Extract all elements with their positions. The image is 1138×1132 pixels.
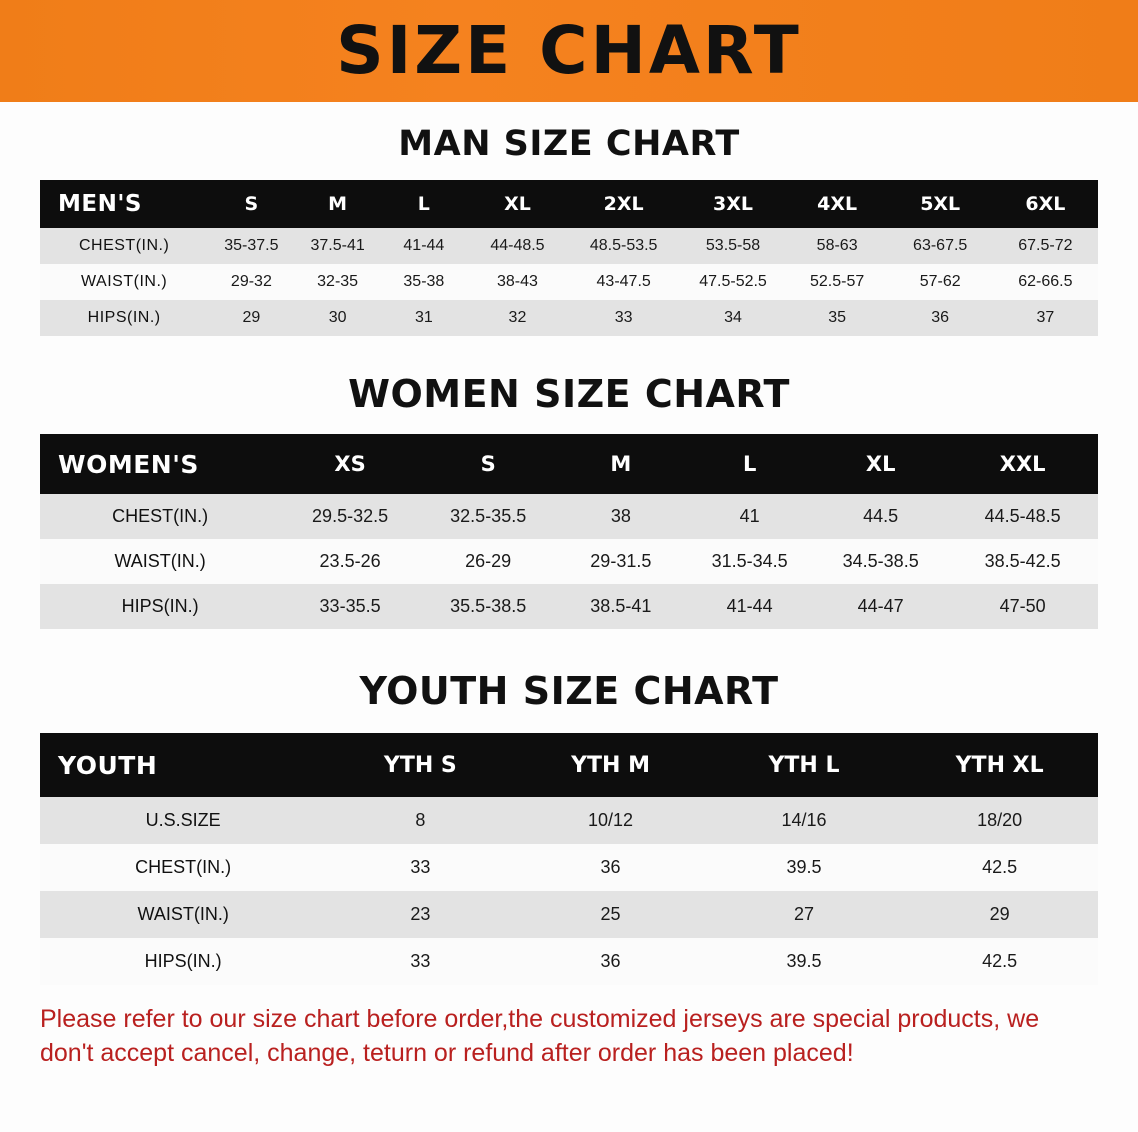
- man-cell: 33: [568, 300, 679, 336]
- man-table-header-row: [40, 180, 1098, 228]
- man-row-label: HIPS(IN.): [40, 300, 208, 336]
- page-title: SIZE CHART: [336, 12, 802, 89]
- youth-table-wrap: [40, 733, 1098, 985]
- man-header-cell: S: [208, 180, 294, 228]
- women-section-title: WOMEN SIZE CHART: [348, 372, 790, 416]
- man-cell: 57-62: [888, 264, 993, 300]
- youth-section-title: YOUTH SIZE CHART: [359, 669, 779, 713]
- youth-cell: 18/20: [901, 797, 1098, 844]
- women-cell: 38.5-41: [556, 584, 685, 629]
- women-cell: 41-44: [685, 584, 814, 629]
- man-cell: 31: [381, 300, 467, 336]
- women-header-cell: XXL: [947, 434, 1098, 494]
- youth-table-header-row: [40, 733, 1098, 797]
- women-cell: 23.5-26: [280, 539, 420, 584]
- women-header-cell: XS: [280, 434, 420, 494]
- women-header-cell: S: [420, 434, 556, 494]
- man-cell: 34: [679, 300, 786, 336]
- man-row-label: WAIST(IN.): [40, 264, 208, 300]
- women-row-label: CHEST(IN.): [40, 494, 280, 539]
- man-cell: 35: [787, 300, 888, 336]
- women-cell: 38.5-42.5: [947, 539, 1098, 584]
- man-size-table: [40, 180, 1098, 336]
- women-cell: 33-35.5: [280, 584, 420, 629]
- man-cell: 63-67.5: [888, 228, 993, 264]
- man-cell: 47.5-52.5: [679, 264, 786, 300]
- man-header-cell: 2XL: [568, 180, 679, 228]
- table-row: [40, 264, 1098, 300]
- women-cell: 44.5: [814, 494, 947, 539]
- man-cell: 29: [208, 300, 294, 336]
- women-cell: 29.5-32.5: [280, 494, 420, 539]
- women-row-label: WAIST(IN.): [40, 539, 280, 584]
- man-cell: 32: [467, 300, 568, 336]
- women-cell: 34.5-38.5: [814, 539, 947, 584]
- table-row: [40, 228, 1098, 264]
- women-cell: 31.5-34.5: [685, 539, 814, 584]
- women-cell: 41: [685, 494, 814, 539]
- youth-size-table: [40, 733, 1098, 985]
- table-row: [40, 300, 1098, 336]
- man-cell: 48.5-53.5: [568, 228, 679, 264]
- table-row: [40, 539, 1098, 584]
- table-row: [40, 797, 1098, 844]
- man-row-label: CHEST(IN.): [40, 228, 208, 264]
- youth-cell: 14/16: [707, 797, 902, 844]
- women-cell: 38: [556, 494, 685, 539]
- man-cell: 52.5-57: [787, 264, 888, 300]
- women-header-cell: WOMEN'S: [40, 434, 280, 494]
- man-header-cell: MEN'S: [40, 180, 208, 228]
- women-cell: 47-50: [947, 584, 1098, 629]
- youth-cell: 29: [901, 891, 1098, 938]
- table-row: [40, 584, 1098, 629]
- header-banner: [0, 0, 1138, 102]
- women-table-wrap: [40, 434, 1098, 629]
- women-cell: 35.5-38.5: [420, 584, 556, 629]
- man-header-cell: 5XL: [888, 180, 993, 228]
- youth-cell: 10/12: [514, 797, 706, 844]
- man-header-cell: 3XL: [679, 180, 786, 228]
- man-cell: 37: [993, 300, 1098, 336]
- youth-row-label: CHEST(IN.): [40, 844, 326, 891]
- man-cell: 35-37.5: [208, 228, 294, 264]
- man-cell: 37.5-41: [295, 228, 381, 264]
- man-table-wrap: [40, 180, 1098, 336]
- man-cell: 36: [888, 300, 993, 336]
- youth-cell: 8: [326, 797, 514, 844]
- youth-cell: 42.5: [901, 844, 1098, 891]
- women-cell: 29-31.5: [556, 539, 685, 584]
- man-cell: 58-63: [787, 228, 888, 264]
- youth-cell: 25: [514, 891, 706, 938]
- man-section-title: MAN SIZE CHART: [398, 124, 740, 164]
- women-cell: 44-47: [814, 584, 947, 629]
- women-size-table: [40, 434, 1098, 629]
- women-row-label: HIPS(IN.): [40, 584, 280, 629]
- youth-cell: 36: [514, 938, 706, 985]
- youth-row-label: WAIST(IN.): [40, 891, 326, 938]
- women-cell: 44.5-48.5: [947, 494, 1098, 539]
- man-cell: 30: [295, 300, 381, 336]
- table-row: [40, 844, 1098, 891]
- youth-cell: 33: [326, 938, 514, 985]
- man-cell: 67.5-72: [993, 228, 1098, 264]
- table-row: [40, 938, 1098, 985]
- women-header-cell: M: [556, 434, 685, 494]
- youth-cell: 33: [326, 844, 514, 891]
- man-cell: 41-44: [381, 228, 467, 264]
- women-header-cell: XL: [814, 434, 947, 494]
- man-header-cell: L: [381, 180, 467, 228]
- man-cell: 43-47.5: [568, 264, 679, 300]
- table-row: [40, 494, 1098, 539]
- man-cell: 32-35: [295, 264, 381, 300]
- women-cell: 32.5-35.5: [420, 494, 556, 539]
- youth-header-cell: YTH S: [326, 733, 514, 797]
- youth-row-label: U.S.SIZE: [40, 797, 326, 844]
- man-header-cell: 6XL: [993, 180, 1098, 228]
- man-cell: 53.5-58: [679, 228, 786, 264]
- youth-row-label: HIPS(IN.): [40, 938, 326, 985]
- youth-cell: 27: [707, 891, 902, 938]
- youth-header-cell: YOUTH: [40, 733, 326, 797]
- youth-cell: 23: [326, 891, 514, 938]
- man-header-cell: XL: [467, 180, 568, 228]
- women-table-header-row: [40, 434, 1098, 494]
- youth-header-cell: YTH M: [514, 733, 706, 797]
- table-row: [40, 891, 1098, 938]
- man-cell: 44-48.5: [467, 228, 568, 264]
- women-header-cell: L: [685, 434, 814, 494]
- youth-cell: 42.5: [901, 938, 1098, 985]
- women-cell: 26-29: [420, 539, 556, 584]
- youth-cell: 39.5: [707, 844, 902, 891]
- man-cell: 38-43: [467, 264, 568, 300]
- youth-header-cell: YTH L: [707, 733, 902, 797]
- man-header-cell: M: [295, 180, 381, 228]
- youth-cell: 39.5: [707, 938, 902, 985]
- youth-cell: 36: [514, 844, 706, 891]
- man-cell: 62-66.5: [993, 264, 1098, 300]
- disclaimer-note: Please refer to our size chart before order,the customized jerseys are special products, we don't accept cancel, change, teturn or refund after order has been placed!: [40, 1005, 1040, 1067]
- youth-header-cell: YTH XL: [901, 733, 1098, 797]
- man-header-cell: 4XL: [787, 180, 888, 228]
- man-cell: 35-38: [381, 264, 467, 300]
- man-cell: 29-32: [208, 264, 294, 300]
